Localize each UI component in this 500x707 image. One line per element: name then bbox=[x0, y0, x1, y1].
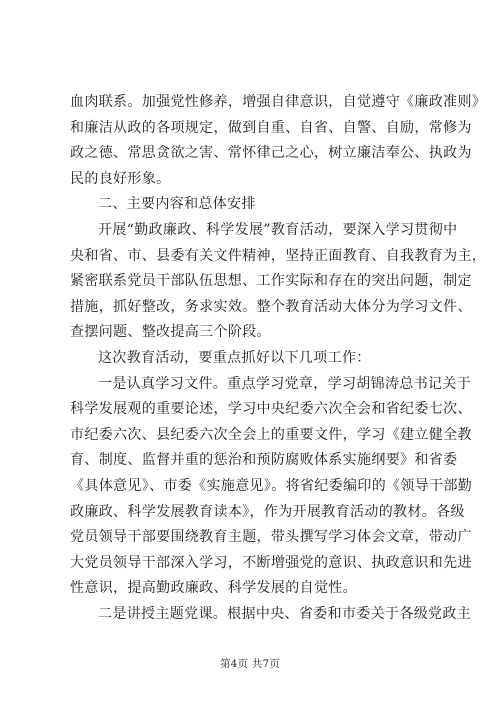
text-line: 央和省、市、县委有关文件精神，坚持正面教育、自我教育为主， bbox=[70, 247, 487, 264]
page-footer: 第4页 共7页 bbox=[219, 658, 281, 670]
text-line: 育、制度、监督并重的惩治和预防腐败体系实施纲要》和省委 bbox=[70, 452, 458, 469]
text-line: 性意识，提高勤政廉政、科学发展的自觉性。 bbox=[70, 580, 357, 597]
text-line: 一是认真学习文件。重点学习党章，学习胡锦涛总书记关于 bbox=[98, 375, 472, 392]
text-line: 大党员领导干部深入学习，不断增强党的意识、执政意识和先进 bbox=[70, 554, 472, 571]
text-line: 查摆问题、整改提高三个阶段。 bbox=[70, 324, 271, 341]
text-line: 科学发展观的重要论述，学习中央纪委六次全会和省纪委七次、 bbox=[70, 401, 472, 418]
text-line: 紧密联系党员干部队伍思想、工作实际和存在的突出问题，制定 bbox=[70, 273, 472, 290]
text-line: 市纪委六次、县纪委六次全会上的重要文件，学习《建立健全教 bbox=[70, 426, 472, 443]
document-body bbox=[70, 90, 487, 627]
text-line: 二是讲授主题党课。根据中央、省委和市委关于各级党政主 bbox=[98, 605, 472, 622]
text-line: 措施，抓好整改，务求实效。整个教育活动大体分为学习文件、 bbox=[70, 298, 472, 315]
text-line: 民的良好形象。 bbox=[70, 170, 171, 187]
text-line: 党员领导干部要围绕教育主题，带头撰写学习体会文章，带动广 bbox=[70, 529, 472, 546]
text-line: 这次教育活动，要重点抓好以下几项工作： bbox=[98, 349, 371, 366]
text-line: 政廉政、科学发展教育读本》，作为开展教育活动的教材。各级 bbox=[70, 503, 465, 520]
text-line: 《具体意见》、市委《实施意见》。将省纪委编印的《领导干部勤 bbox=[70, 477, 473, 494]
text-line: 政之德、常思贪欲之害、常怀律己之心，树立廉洁奉公、执政为 bbox=[70, 145, 472, 162]
text-line: 血肉联系。加强党性修养，增强自律意识，自觉遵守《廉政准则》 bbox=[70, 94, 487, 110]
text-line: 和廉洁从政的各项规定，做到自重、自省、自警、自励，常修为 bbox=[70, 119, 472, 136]
text-line: 开展“勤政廉政、科学发展”教育活动，要深入学习贯彻中 bbox=[98, 221, 458, 238]
text-line: 二、主要内容和总体安排 bbox=[98, 196, 256, 213]
